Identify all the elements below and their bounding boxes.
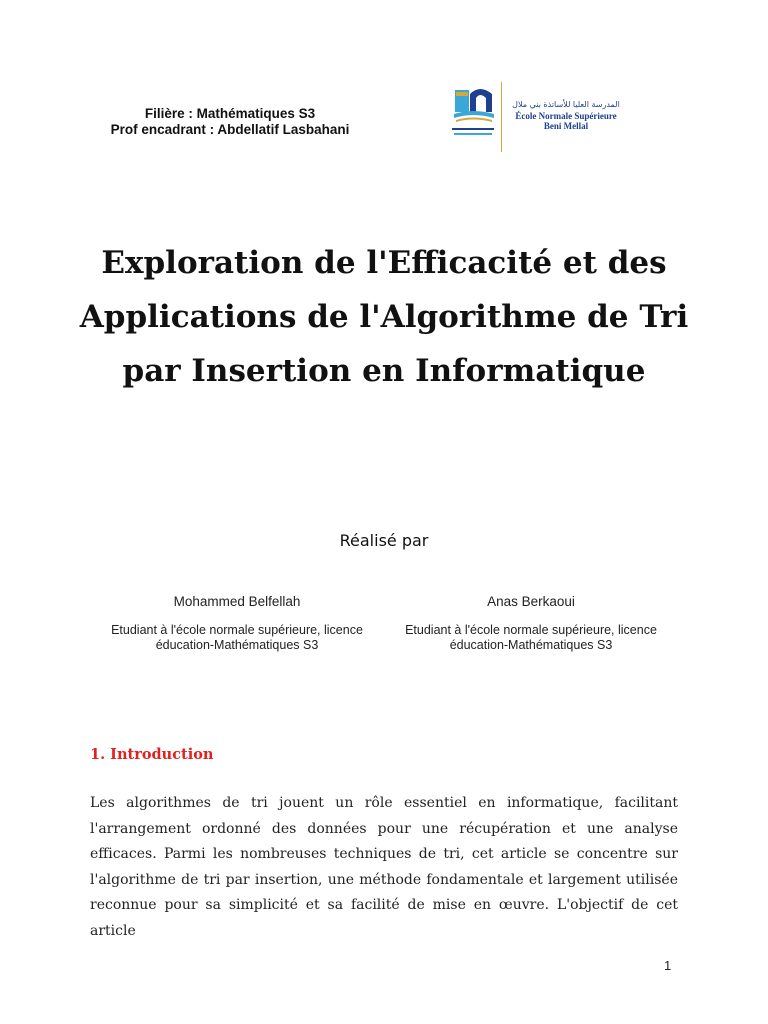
realise-par-label: Réalisé par [339, 531, 429, 550]
logo-school-name: École Normale Supérieure [515, 111, 617, 121]
ens-logo [448, 82, 628, 154]
author-desc-line-1: Etudiant à l'école normale supérieure, licence [111, 623, 363, 637]
prof-text: Prof encadrant : Abdellatif Lasbahani [110, 122, 350, 137]
author-block [381, 594, 681, 653]
document-title [60, 236, 708, 398]
body-paragraph: Les algorithmes de tri jouent un rôle essentiel en informatique, facilitant l'arrangement ordonné des données pour une récupération et une analyse efficaces. Parmi les nombreuses techniques de tri, cet article se concentre sur l'algorithme de tri par insertion, une méthode fondamentale et largement utilisée reconnue pour sa simplicité et sa facilité de mise en œuvre. L'objectif de cet article [90, 795, 678, 939]
section-heading: 1. Introduction [90, 746, 214, 763]
title-line-1: Exploration de l'Efficacité et des [101, 245, 667, 281]
title-line-3: par Insertion en Informatique [122, 353, 646, 389]
author-description [87, 623, 387, 653]
page-number: 1 [664, 958, 672, 973]
author-name: Anas Berkaoui [487, 594, 575, 609]
author-block [87, 594, 387, 653]
logo-arabic-text: المدرسة العليا للأساتذة بني ملال [512, 100, 620, 109]
author-desc-line-1: Etudiant à l'école normale supérieure, licence [405, 623, 657, 637]
author-description [381, 623, 681, 653]
author-name: Mohammed Belfellah [173, 594, 301, 609]
title-line-2: Applications de l'Algorithme de Tri [79, 299, 689, 335]
university-emblem-icon [448, 82, 498, 146]
logo-city: Beni Mellal [543, 121, 589, 131]
logo-french-text [510, 111, 622, 131]
filiere-text: Filière : Mathématiques S3 [144, 106, 316, 121]
logo-divider [501, 82, 502, 152]
author-desc-line-2: éducation-Mathématiques S3 [449, 638, 613, 652]
header-info [100, 106, 360, 138]
author-desc-line-2: éducation-Mathématiques S3 [155, 638, 319, 652]
